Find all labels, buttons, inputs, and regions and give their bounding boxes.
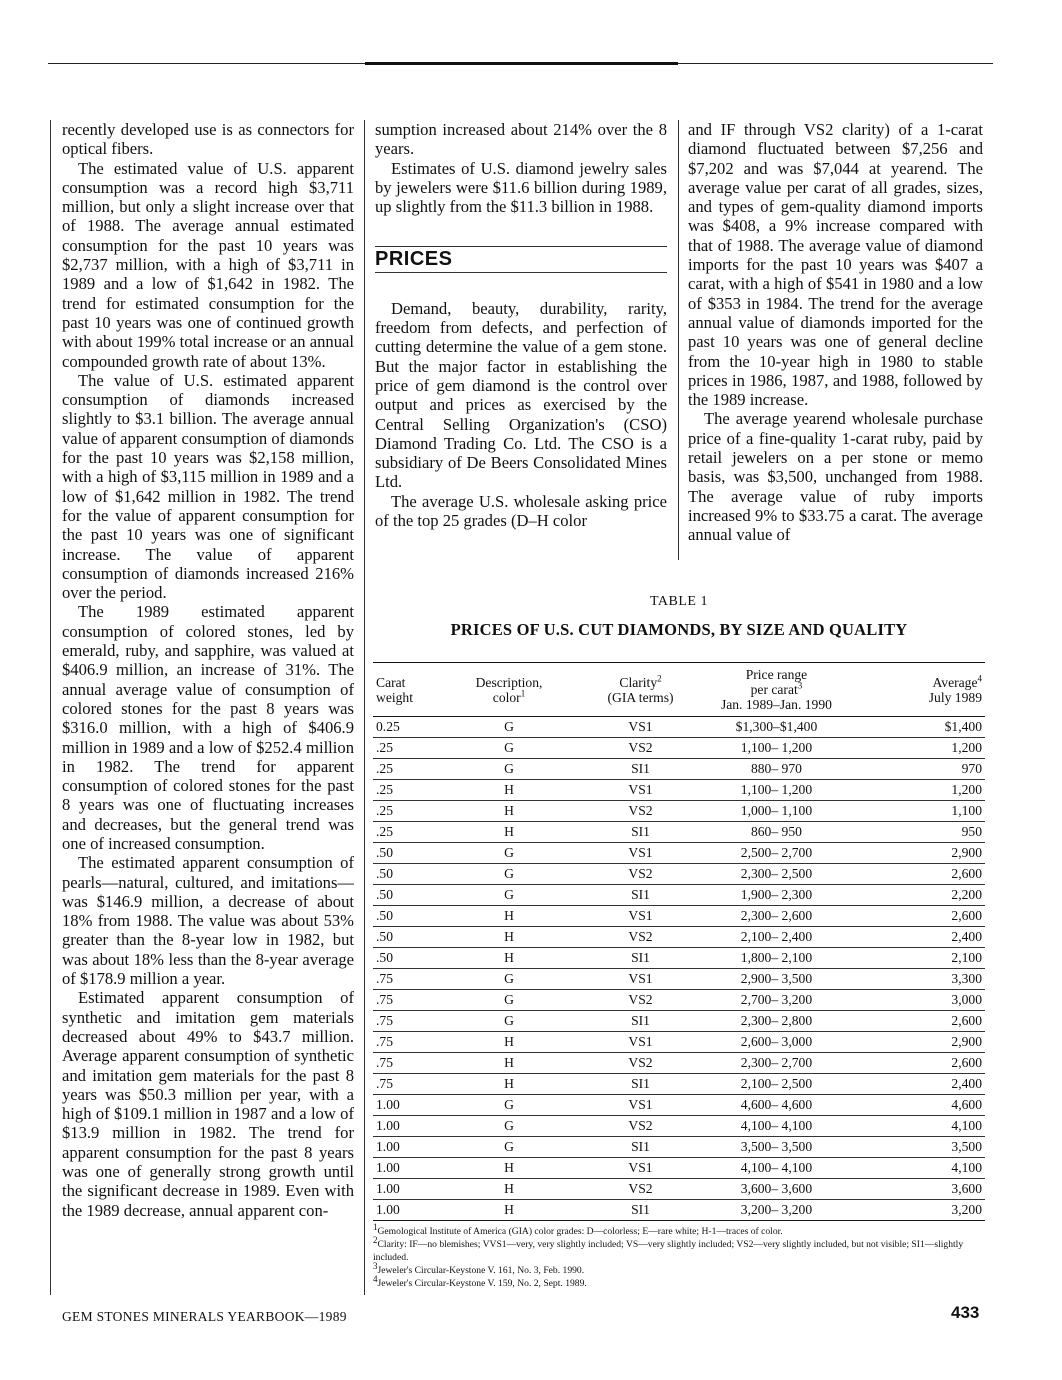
- table-header-row: [373, 663, 985, 717]
- cell-carat-weight: .50: [373, 948, 438, 969]
- cell-carat-weight: .25: [373, 780, 438, 801]
- table-row: [373, 906, 985, 927]
- cell-average: 1,200: [852, 780, 985, 801]
- table-footnotes: [373, 1221, 985, 1290]
- cell-clarity: SI1: [580, 1137, 701, 1158]
- cell-clarity: SI1: [580, 822, 701, 843]
- cell-clarity: VS1: [580, 843, 701, 864]
- paragraph: Estimated apparent consumption of synthetic and imitation gem materials decreased about 49% to $43.7 million. Average apparent consumption of synthetic and imitation gem materials for the past 8 years was $50.3 million per year, with a high of $109.1 million in 1987 and a low of $13.9 million in 1982. The trend for apparent consumption for the past 8 years was one of generally strong growth until the significant decrease in 1989. Even with the 1989 decrease, annual apparent con-: [62, 988, 354, 1220]
- column-divider-2: [678, 120, 679, 560]
- cell-carat-weight: 1.00: [373, 1179, 438, 1200]
- paragraph: Demand, beauty, durability, rarity, freedom from defects, and perfection of cutting determine the value of a gem stone. But the major factor in establishing the price of gem diamond is the control over output and prices as exercised by the Central Selling Organization's (CSO) Diamond Trading Co. Ltd. The CSO is a subsidiary of De Beers Consolidated Mines Ltd.: [375, 298, 667, 492]
- header-rule-accent: [365, 62, 678, 65]
- cell-clarity: VS1: [580, 780, 701, 801]
- cell-average: 3,600: [852, 1179, 985, 1200]
- cell-clarity: VS1: [580, 1032, 701, 1053]
- cell-color: H: [438, 780, 580, 801]
- cell-color: G: [438, 990, 580, 1011]
- cell-color: G: [438, 885, 580, 906]
- cell-price-range: 2,300– 2,600: [701, 906, 851, 927]
- cell-average: 2,100: [852, 948, 985, 969]
- cell-average: 2,400: [852, 1074, 985, 1095]
- cell-carat-weight: .50: [373, 927, 438, 948]
- table-row: [373, 1137, 985, 1158]
- paragraph: Estimates of U.S. diamond jewelry sales by jewelers were $11.6 billion during 1989, up slightly from the $11.3 billion in 1988.: [375, 158, 667, 217]
- table-row: [373, 1074, 985, 1095]
- cell-color: H: [438, 1200, 580, 1221]
- text-column-2: [375, 120, 667, 530]
- table-row: [373, 927, 985, 948]
- cell-price-range: 1,000– 1,100: [701, 801, 851, 822]
- cell-price-range: 1,900– 2,300: [701, 885, 851, 906]
- table-row: [373, 885, 985, 906]
- cell-carat-weight: .50: [373, 906, 438, 927]
- cell-price-range: 2,600– 3,000: [701, 1032, 851, 1053]
- table-row: [373, 1095, 985, 1116]
- cell-carat-weight: .75: [373, 969, 438, 990]
- table-row: [373, 1200, 985, 1221]
- paragraph: and IF through VS2 clarity) of a 1-carat diamond fluctuated between $7,256 and $7,202 and was $7,044 at yearend. The average value per carat of all grades, sizes, and types of gem-quality diamond imports was $408, a 9% increase compared with that of 1988. The average value of diamond imports for the past 10 years was $407 a carat, with a high of $541 in 1980 and a low of $353 in 1984. The trend for the average annual value of diamonds imported for the past 10 years was one of general decline from the 10-year high in 1980 to stable prices in 1986, 1987, and 1988, followed by the 1989 increase.: [688, 120, 983, 410]
- text-column-1: [62, 120, 354, 1220]
- cell-price-range: 4,100– 4,100: [701, 1158, 851, 1179]
- cell-carat-weight: .75: [373, 990, 438, 1011]
- cell-average: 3,300: [852, 969, 985, 990]
- cell-color: H: [438, 1032, 580, 1053]
- cell-clarity: SI1: [580, 1074, 701, 1095]
- table-row: [373, 948, 985, 969]
- cell-clarity: VS2: [580, 990, 701, 1011]
- table-title: PRICES OF U.S. CUT DIAMONDS, BY SIZE AND QUALITY: [450, 620, 908, 639]
- column-divider-left: [50, 120, 51, 1295]
- table-row: [373, 822, 985, 843]
- cell-carat-weight: .25: [373, 801, 438, 822]
- table-row: [373, 1053, 985, 1074]
- paragraph: The 1989 estimated apparent consumption of colored stones, led by emerald, ruby, and sapphire, was valued at $406.9 million, an increase of 31%. The annual average value of consumption of colored stones for the past 8 years was $316.0 million, with a high of $406.9 million in 1989 and a low of $252.4 million in 1982. The trend for apparent consumption of colored stones for the past 8 years was one of fluctuating increases and decreases, but the general trend was one of increased consumption.: [62, 602, 354, 853]
- footnote: $^3$Jeweler's Circular-Keystone V. 161, No. 3, Feb. 1990.: [373, 1260, 585, 1276]
- cell-clarity: SI1: [580, 885, 701, 906]
- cell-color: G: [438, 759, 580, 780]
- header-description-color: Description, color$^1$: [475, 674, 543, 705]
- cell-clarity: VS2: [580, 1179, 701, 1200]
- cell-carat-weight: .75: [373, 1074, 438, 1095]
- table-row: [373, 1032, 985, 1053]
- cell-price-range: 860– 950: [701, 822, 851, 843]
- paragraph: The estimated apparent consumption of pearls—natural, cultured, and imitations—was $146.9 million, a decrease of about 18% from 1988. The value was about 53% greater than the 8-year low in 1982, but was about 18% less than the 8-year average of $178.9 million a year.: [62, 853, 354, 989]
- cell-price-range: 880– 970: [701, 759, 851, 780]
- table-row: [373, 801, 985, 822]
- cell-color: H: [438, 822, 580, 843]
- cell-average: 2,400: [852, 927, 985, 948]
- cell-color: G: [438, 843, 580, 864]
- cell-color: G: [438, 969, 580, 990]
- cell-carat-weight: .75: [373, 1011, 438, 1032]
- cell-clarity: VS2: [580, 801, 701, 822]
- cell-average: 2,900: [852, 1032, 985, 1053]
- table-row: [373, 1116, 985, 1137]
- cell-clarity: SI1: [580, 948, 701, 969]
- cell-average: 4,100: [852, 1158, 985, 1179]
- cell-color: G: [438, 1137, 580, 1158]
- table-row: [373, 738, 985, 759]
- cell-average: 2,200: [852, 885, 985, 906]
- cell-clarity: VS1: [580, 1095, 701, 1116]
- cell-color: G: [438, 717, 580, 738]
- cell-carat-weight: .25: [373, 822, 438, 843]
- diamond-price-table: [373, 662, 985, 1221]
- cell-color: G: [438, 1095, 580, 1116]
- cell-price-range: 3,200– 3,200: [701, 1200, 851, 1221]
- cell-color: G: [438, 1011, 580, 1032]
- cell-average: 1,100: [852, 801, 985, 822]
- cell-average: 2,600: [852, 906, 985, 927]
- cell-color: H: [438, 1179, 580, 1200]
- header-price-range: Price range per carat$^3$ Jan. 1989–Jan. 1990: [720, 667, 832, 712]
- cell-average: 970: [852, 759, 985, 780]
- cell-carat-weight: 0.25: [373, 717, 438, 738]
- cell-carat-weight: .75: [373, 1053, 438, 1074]
- cell-clarity: VS2: [580, 1116, 701, 1137]
- cell-clarity: VS2: [580, 864, 701, 885]
- table-row: [373, 969, 985, 990]
- cell-average: 3,000: [852, 990, 985, 1011]
- cell-price-range: 2,500– 2,700: [701, 843, 851, 864]
- cell-price-range: 3,500– 3,500: [701, 1137, 851, 1158]
- table-row: [373, 843, 985, 864]
- cell-price-range: 2,900– 3,500: [701, 969, 851, 990]
- cell-price-range: 1,100– 1,200: [701, 738, 851, 759]
- cell-price-range: 2,700– 3,200: [701, 990, 851, 1011]
- cell-carat-weight: .50: [373, 885, 438, 906]
- cell-clarity: VS1: [580, 969, 701, 990]
- cell-price-range: 2,100– 2,500: [701, 1074, 851, 1095]
- table-row: [373, 1179, 985, 1200]
- header-clarity: Clarity$^2$ (GIA terms): [607, 672, 674, 705]
- cell-carat-weight: .75: [373, 1032, 438, 1053]
- paragraph: recently developed use is as connectors for optical fibers.: [62, 120, 354, 159]
- footer-publication: GEM STONES MINERALS YEARBOOK—1989: [62, 1309, 347, 1324]
- header-carat-weight: Carat weight: [376, 674, 413, 705]
- cell-average: 1,200: [852, 738, 985, 759]
- table-row: [373, 1011, 985, 1032]
- cell-color: H: [438, 906, 580, 927]
- column-divider-1: [364, 120, 365, 1295]
- cell-color: H: [438, 927, 580, 948]
- cell-carat-weight: 1.00: [373, 1158, 438, 1179]
- cell-price-range: 4,100– 4,100: [701, 1116, 851, 1137]
- cell-color: G: [438, 1116, 580, 1137]
- cell-color: G: [438, 864, 580, 885]
- cell-clarity: SI1: [580, 1200, 701, 1221]
- cell-average: 4,100: [852, 1116, 985, 1137]
- page-number: 433: [951, 1303, 980, 1322]
- cell-price-range: 2,300– 2,500: [701, 864, 851, 885]
- cell-average: $1,400: [852, 717, 985, 738]
- cell-average: 2,600: [852, 1011, 985, 1032]
- cell-color: H: [438, 948, 580, 969]
- cell-carat-weight: 1.00: [373, 1137, 438, 1158]
- cell-clarity: VS1: [580, 906, 701, 927]
- table-row: [373, 1158, 985, 1179]
- cell-clarity: VS2: [580, 738, 701, 759]
- cell-carat-weight: .50: [373, 843, 438, 864]
- text-column-3: [688, 120, 983, 545]
- cell-clarity: VS2: [580, 1053, 701, 1074]
- paragraph: The value of U.S. estimated apparent consumption of diamonds increased slightly to $3.1 billion. The average annual value of apparent consumption of diamonds for the past 10 years was $2,158 million, with a high of $3,115 million in 1989 and a low of $1,642 million in 1982. The trend for the value of apparent consumption for the past 10 years was one of significant increase. The value of apparent consumption of diamonds increased 216% over the period.: [62, 370, 354, 603]
- cell-price-range: 4,600– 4,600: [701, 1095, 851, 1116]
- table-row: [373, 990, 985, 1011]
- cell-color: H: [438, 1158, 580, 1179]
- cell-average: 950: [852, 822, 985, 843]
- cell-color: G: [438, 738, 580, 759]
- section-heading: PRICES: [375, 248, 453, 271]
- table-row: [373, 864, 985, 885]
- cell-price-range: 2,300– 2,800: [701, 1011, 851, 1032]
- table-row: [373, 759, 985, 780]
- paragraph: sumption increased about 214% over the 8 years.: [375, 120, 667, 159]
- cell-average: 2,900: [852, 843, 985, 864]
- paragraph: The average U.S. wholesale asking price of the top 25 grades (D–H color: [375, 491, 667, 531]
- cell-color: H: [438, 1053, 580, 1074]
- cell-carat-weight: 1.00: [373, 1116, 438, 1137]
- header-average: Average$^4$ July 1989: [928, 672, 982, 705]
- footnote: $^1$Gemological Institute of America (GIA) color grades: D—colorless; E—rare white; H-1—traces of color.: [373, 1221, 783, 1237]
- cell-price-range: 2,300– 2,700: [701, 1053, 851, 1074]
- paragraph: The estimated value of U.S. apparent consumption was a record high $3,711 million, but only a slight increase over that of 1988. The average annual estimated consumption for the past 10 years was $2,737 million, with a high of $3,711 in 1989 and a low of $1,642 in 1982. The trend for estimated consumption for the past 10 years was one of continued growth with about 199% total increase or an annual compounded growth rate of about 13%.: [62, 158, 354, 371]
- footnote: $^4$Jeweler's Circular-Keystone V. 159, No. 2, Sept. 1989.: [373, 1273, 587, 1289]
- footnote: $^2$Clarity: IF—no blemishes; VVS1—very, very slightly included; VS—very slightly included; VS2—very slightly included, but not visible; SI1—slightly included.: [373, 1234, 964, 1263]
- cell-clarity: SI1: [580, 759, 701, 780]
- cell-color: H: [438, 801, 580, 822]
- cell-carat-weight: .25: [373, 738, 438, 759]
- table-row: [373, 717, 985, 738]
- cell-clarity: VS2: [580, 927, 701, 948]
- table-row: [373, 780, 985, 801]
- cell-carat-weight: .50: [373, 864, 438, 885]
- cell-average: 2,600: [852, 864, 985, 885]
- cell-price-range: $1,300–$1,400: [701, 717, 851, 738]
- cell-average: 3,500: [852, 1137, 985, 1158]
- diamond-price-table-block: [373, 594, 985, 1290]
- section-heading-box: [375, 246, 667, 272]
- cell-carat-weight: 1.00: [373, 1200, 438, 1221]
- cell-price-range: 1,100– 1,200: [701, 780, 851, 801]
- cell-clarity: SI1: [580, 1011, 701, 1032]
- cell-carat-weight: .25: [373, 759, 438, 780]
- cell-average: 3,200: [852, 1200, 985, 1221]
- cell-price-range: 3,600– 3,600: [701, 1179, 851, 1200]
- table-label: TABLE 1: [650, 594, 708, 609]
- cell-average: 2,600: [852, 1053, 985, 1074]
- cell-price-range: 1,800– 2,100: [701, 948, 851, 969]
- cell-clarity: VS1: [580, 717, 701, 738]
- cell-carat-weight: 1.00: [373, 1095, 438, 1116]
- cell-color: H: [438, 1074, 580, 1095]
- paragraph: The average yearend wholesale purchase price of a fine-quality 1-carat ruby, paid by retail jewelers on a per stone or memo basis, was $3,500, unchanged from 1988. The average value of ruby imports increased 9% to $33.75 a carat. The average annual value of: [688, 409, 983, 545]
- cell-clarity: VS1: [580, 1158, 701, 1179]
- table-body: [373, 717, 985, 1221]
- cell-average: 4,600: [852, 1095, 985, 1116]
- cell-price-range: 2,100– 2,400: [701, 927, 851, 948]
